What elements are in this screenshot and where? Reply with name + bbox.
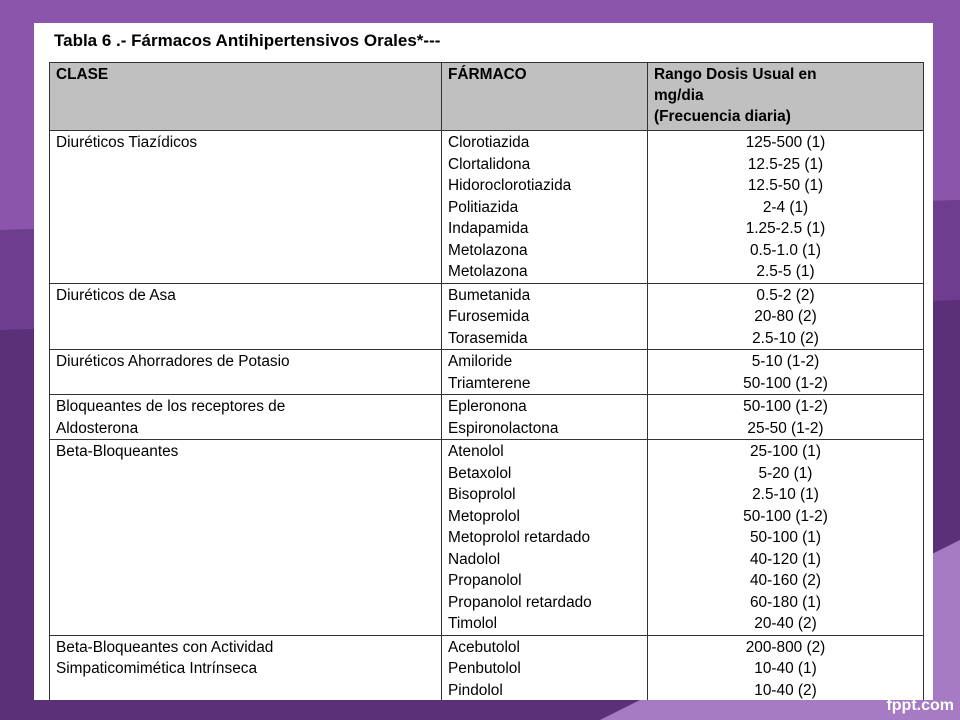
drug-cell	[442, 395, 648, 440]
drug-cell-line: Timolol	[448, 615, 498, 632]
dose-cell-line: 0.5-2 (2)	[756, 286, 815, 304]
header-drug	[442, 63, 648, 131]
table-row	[50, 395, 924, 440]
dose-cell-line: 25-50 (1-2)	[747, 419, 824, 437]
dose-cell	[648, 283, 924, 350]
dose-cell-line: 50-100 (1-2)	[743, 398, 828, 415]
dose-cell-line: 2-4 (1)	[762, 198, 809, 216]
drug-cell-line: Espironolactona	[448, 419, 559, 437]
class-cell	[50, 440, 442, 636]
dose-cell-line: 2.5-10 (2)	[752, 329, 819, 347]
drug-cell-line: Clorotiazida	[448, 134, 530, 151]
dose-cell-line: 12.5-25 (1)	[747, 155, 824, 173]
drug-cell-line: Amiloride	[448, 353, 513, 370]
dose-cell-line: 10-40 (1)	[754, 660, 817, 677]
class-cell	[50, 635, 442, 700]
dose-cell-line: 12.5-50 (1)	[747, 177, 824, 194]
dose-cell-line: 50-100 (1)	[749, 529, 821, 546]
drug-cell-line: Politiazida	[448, 198, 519, 216]
drug-cell-line: Furosemida	[448, 308, 530, 325]
drug-cell	[442, 350, 648, 395]
dose-cell-line: 2.5-10 (1)	[752, 486, 819, 503]
class-cell	[50, 131, 442, 284]
table-body	[50, 131, 924, 701]
drug-cell-line: Epleronona	[448, 398, 527, 415]
drug-cell-line: Torasemida	[448, 329, 528, 347]
dose-cell-line: 0.5-1.0 (1)	[749, 241, 821, 259]
drug-cell-line: Nadolol	[448, 550, 501, 568]
class-cell-line: Aldosterona	[56, 419, 139, 437]
header-class	[50, 63, 442, 131]
header-dose-label-line-3: (Frecuencia diaria)	[654, 108, 791, 125]
dose-cell	[648, 440, 924, 636]
drug-cell-line: Pindolol	[448, 681, 503, 699]
drug-cell	[442, 635, 648, 700]
fppt-watermark: fppt.com	[886, 697, 954, 714]
dose-cell-line: 125-500 (1)	[745, 134, 826, 151]
drug-cell	[442, 440, 648, 636]
dose-cell-line: 60-180 (1)	[749, 593, 821, 611]
drug-cell	[442, 283, 648, 350]
drug-cell-line: Triamterene	[448, 374, 531, 392]
dose-cell-line: 20-40 (2)	[754, 615, 817, 632]
table-row	[50, 350, 924, 395]
dose-cell-line: 1.25-2.5 (1)	[745, 220, 826, 237]
dose-cell-line: 40-160 (2)	[749, 572, 821, 589]
header-dose-label-line-1: Rango Dosis Usual en	[654, 66, 817, 83]
antihypertensive-drug-table	[49, 62, 924, 700]
dose-cell-line: 50-100 (1-2)	[743, 507, 828, 525]
header-drug-label: FÁRMACO	[448, 66, 527, 83]
class-cell	[50, 395, 442, 440]
dose-cell	[648, 635, 924, 700]
drug-cell-line: Clortalidona	[448, 155, 531, 173]
dose-cell	[648, 350, 924, 395]
class-cell-line: Diuréticos de Asa	[56, 286, 176, 304]
dose-cell	[648, 395, 924, 440]
class-cell	[50, 350, 442, 395]
drug-cell-line: Betaxolol	[448, 464, 512, 482]
drug-cell-line: Bumetanida	[448, 286, 531, 304]
class-cell-line: Simpaticomimética Intrínseca	[56, 660, 258, 677]
dose-cell-line: 25-100 (1)	[749, 443, 821, 460]
dose-cell-line: 2.5-5 (1)	[756, 263, 815, 280]
header-dose	[648, 63, 924, 131]
table-row	[50, 440, 924, 636]
table-row	[50, 283, 924, 350]
drug-cell-line: Atenolol	[448, 443, 504, 460]
dose-cell-line: 50-100 (1-2)	[743, 374, 828, 392]
class-cell-line: Beta-Bloqueantes	[56, 443, 179, 460]
table-row	[50, 131, 924, 284]
table-header-row	[50, 63, 924, 131]
header-dose-label-line-2: mg/dia	[654, 87, 704, 104]
class-cell-line: Diuréticos Tiazídicos	[56, 134, 198, 151]
class-cell-line: Bloqueantes de los receptores de	[56, 398, 286, 415]
drug-cell-line: Metoprolol retardado	[448, 529, 591, 546]
drug-cell	[442, 131, 648, 284]
drug-cell-line: Metolazona	[448, 263, 528, 280]
drug-cell-line: Hidoroclorotiazida	[448, 177, 572, 194]
drug-cell-line: Acebutolol	[448, 638, 520, 656]
drug-cell-line: Indapamida	[448, 220, 529, 237]
dose-cell-line: 5-10 (1-2)	[751, 353, 820, 370]
drug-cell-line: Penbutolol	[448, 660, 521, 677]
dose-cell-line: 20-80 (2)	[754, 308, 817, 325]
drug-cell-line: Propanolol	[448, 572, 522, 589]
class-cell	[50, 283, 442, 350]
dose-cell	[648, 131, 924, 284]
drug-cell-line: Propanolol retardado	[448, 593, 592, 611]
table-title: Tabla 6 .- Fármacos Antihipertensivos Orales*---	[54, 31, 441, 50]
slide-content	[34, 23, 933, 700]
drug-cell-line: Metolazona	[448, 241, 528, 259]
table-row	[50, 635, 924, 700]
dose-cell-line: 200-800 (2)	[745, 638, 826, 656]
dose-cell-line: 40-120 (1)	[749, 550, 821, 568]
drug-cell-line: Bisoprolol	[448, 486, 516, 503]
dose-cell-line: 5-20 (1)	[758, 464, 813, 482]
class-cell-line: Beta-Bloqueantes con Actividad	[56, 638, 274, 656]
drug-cell-line: Metoprolol	[448, 507, 520, 525]
header-class-label: CLASE	[56, 66, 109, 83]
dose-cell-line: 10-40 (2)	[754, 681, 817, 699]
class-cell-line: Diuréticos Ahorradores de Potasio	[56, 353, 290, 370]
